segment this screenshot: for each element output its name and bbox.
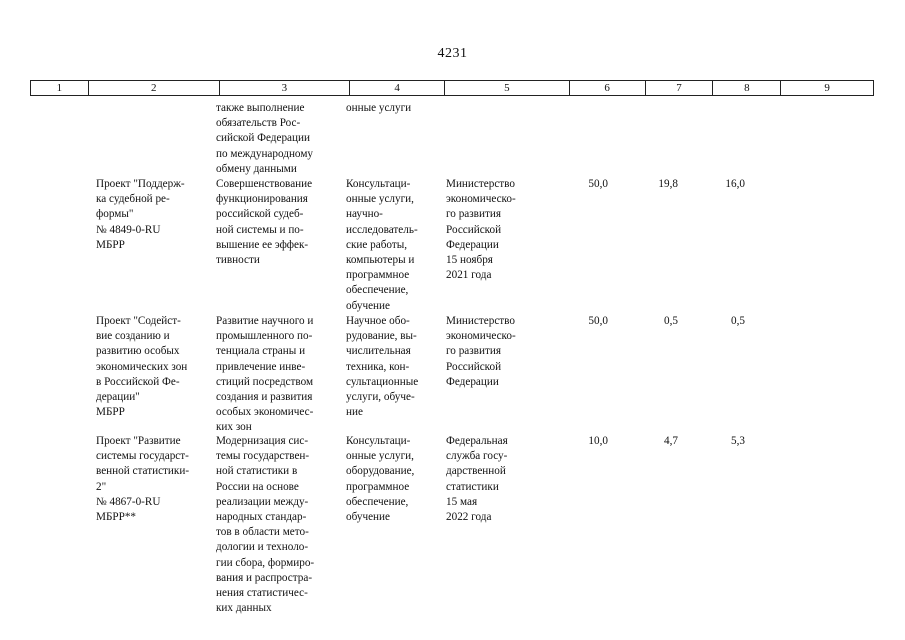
column-header-4: 4: [350, 81, 445, 95]
column-header-6: 6: [570, 81, 646, 95]
column-header-9: 9: [824, 82, 830, 94]
amount-col7-cell: 19,8: [658, 178, 678, 190]
column-header-3: 3: [220, 81, 351, 95]
amount-col7-cell: 4,7: [664, 435, 678, 447]
column-number-header: [30, 80, 874, 96]
column-header-2: 2: [89, 81, 220, 95]
amount-col6-cell: 10,0: [588, 435, 608, 447]
column-header-8: 8: [713, 81, 781, 95]
project-name-cell: Проект "Развитие системы государст- венной статистики- 2" № 4867-0-RU МБРР**: [96, 435, 190, 524]
column-header-7: 7: [646, 81, 714, 95]
amount-col6-cell: 50,0: [588, 315, 608, 327]
project-name-cell: Проект "Поддерж- ка судебной ре- формы" № 4849-0-RU МБРР: [96, 178, 185, 251]
responsible-agency-cell: Министерство экономическо- го развития Российской Федерации: [446, 315, 516, 388]
project-goal-cell: Совершенствование функционирования российской судеб- ной системы и по- вышение ее эффек- тивности: [216, 178, 313, 267]
page-number: 4231: [437, 46, 468, 61]
amount-col7-cell: 0,5: [664, 315, 678, 327]
column-header-5: 5: [445, 81, 570, 95]
amount-col6-cell: 50,0: [588, 178, 608, 190]
amount-col8-cell: 16,0: [725, 178, 745, 190]
loan-use-cell: Научное обо- рудование, вы- числительная техника, кон- сультационные услуги, обуче- ние: [346, 315, 419, 419]
responsible-agency-cell: Федеральная служба госу- дарственной статистики 15 мая 2022 года: [446, 435, 508, 524]
loan-use-cell: Консультаци- онные услуги, научно- исследователь- ские работы, компьютеры и программное обеспечение, обучение: [346, 178, 418, 312]
continuation-goal-text: также выполнение обязательств Рос- сийской Федерации по международному обмену данными: [216, 102, 313, 175]
project-name-cell: Проект "Содейст- вие созданию и развитию особых экономических зон в Российской Фе- дерации" МБРР: [96, 315, 188, 419]
project-goal-cell: Развитие научного и промышленного по- тенциала страны и привлечение инве- стиций посредством создания и развития особых экономичес- ких зон: [216, 315, 314, 434]
project-goal-cell: Модернизация сис- темы государствен- ной статистики в России на основе реализации между- народных стандар- тов в области мето- дологии и техноло- гии сбора, формиро- вания и распростра- нения статистичес- ких данных: [216, 435, 315, 615]
loan-use-cell: Консультаци- онные услуги, оборудование, программное обеспечение, обучение: [346, 435, 415, 524]
amount-col8-cell: 0,5: [731, 315, 745, 327]
responsible-agency-cell: Министерство экономическо- го развития Российской Федерации 15 ноября 2021 года: [446, 178, 516, 282]
continuation-use-text: онные услуги: [346, 102, 412, 114]
amount-col8-cell: 5,3: [731, 435, 745, 447]
column-header-1: 1: [31, 81, 89, 95]
